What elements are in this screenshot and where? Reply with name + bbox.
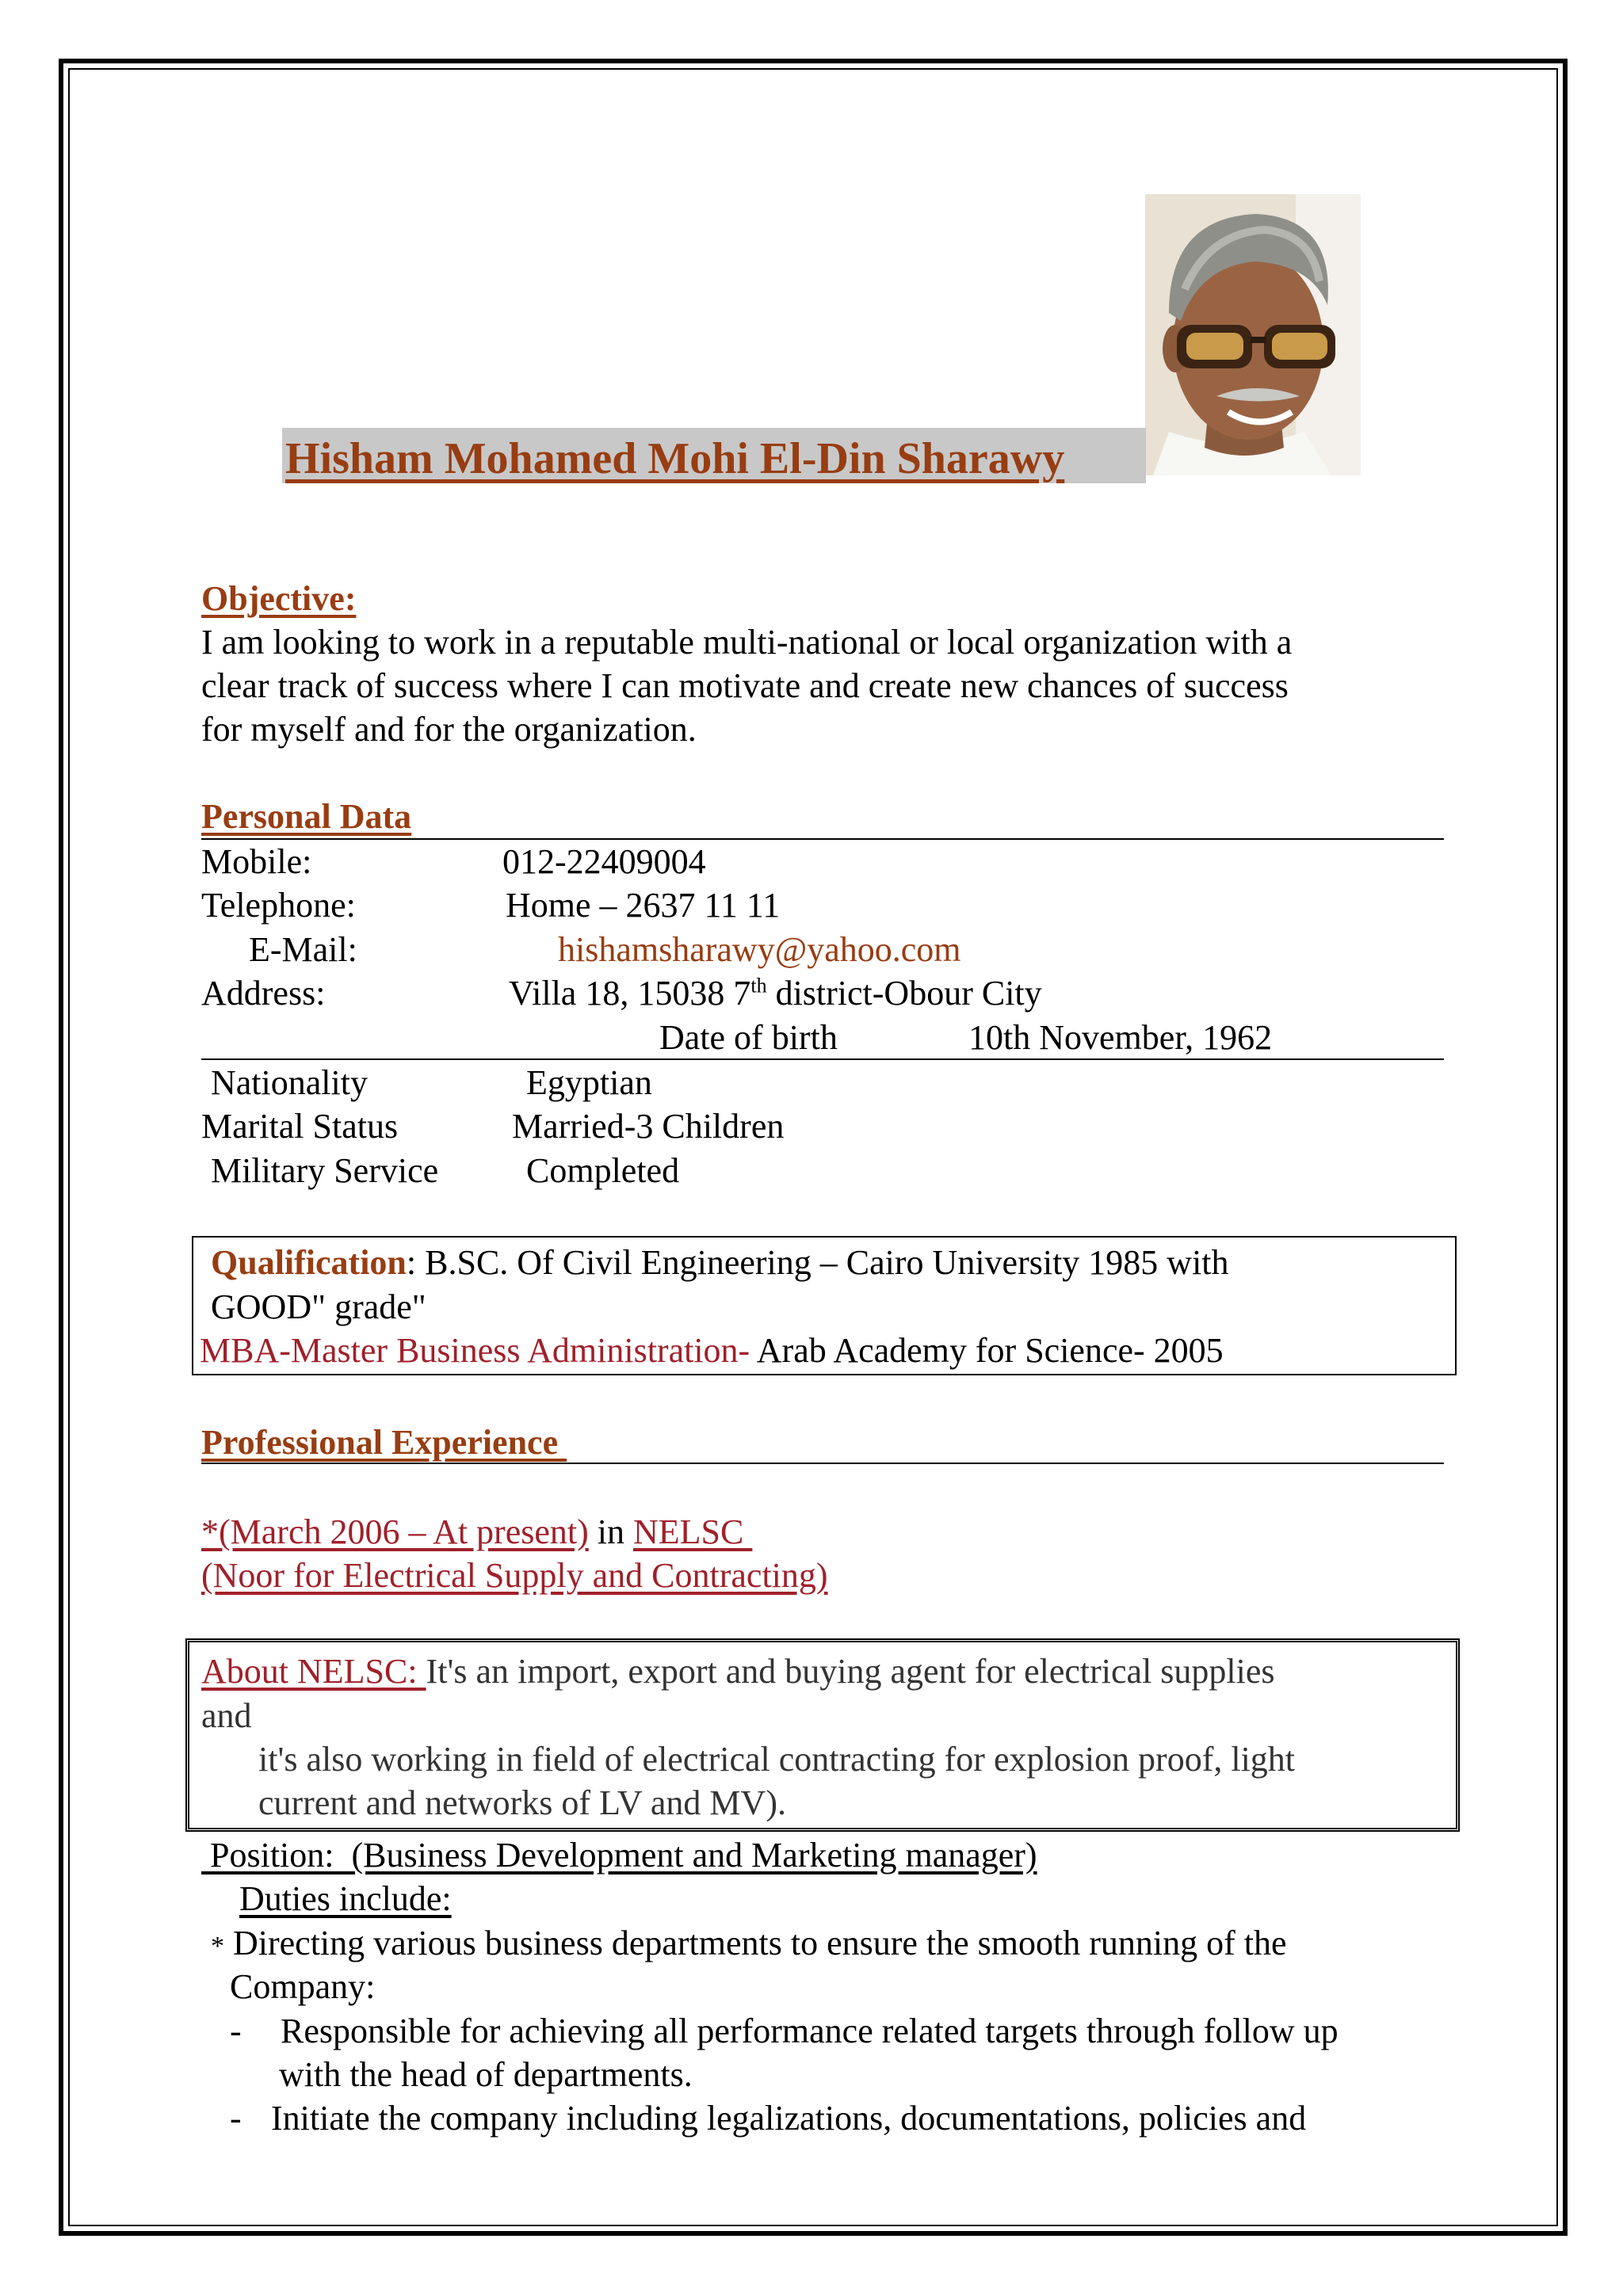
telephone-value: Home – 2637 11 11 — [506, 886, 781, 925]
about-line-1 — [201, 1650, 1275, 1694]
experience-period-line — [201, 1510, 752, 1554]
marital-value: Married-3 Children — [512, 1107, 785, 1146]
experience-company-full: (Noor for Electrical Supply and Contracting) — [201, 1556, 828, 1595]
military-value: Completed — [526, 1151, 680, 1190]
about-label: About NELSC: — [201, 1652, 426, 1691]
dob-value: 10th November, 1962 — [968, 1018, 1273, 1057]
telephone-label: Telephone: — [201, 886, 356, 925]
address-text-pre: Villa 18, 15038 7 — [509, 974, 751, 1013]
qualification-line-3 — [200, 1329, 1224, 1373]
qualification-line-2: GOOD" grade" — [211, 1287, 426, 1326]
experience-period: *(March 2006 – At present) — [201, 1512, 589, 1551]
objective-line-3: for myself and for the organization. — [201, 710, 697, 749]
objective-title: Objective: — [201, 579, 357, 618]
qualification-line-1 — [211, 1241, 1229, 1285]
objective-line-1: I am looking to work in a reputable multi-national or local organization with a — [201, 623, 1293, 662]
qualification-degree: : B.SC. Of Civil Engineering – Cairo University 1985 with — [406, 1243, 1229, 1282]
candidate-name: Hisham Mohamed Mohi El-Din Sharawy — [285, 434, 1065, 483]
about-line-4: current and networks of LV and MV). — [258, 1783, 786, 1822]
marital-label: Marital Status — [201, 1107, 399, 1146]
nationality-value: Egyptian — [526, 1063, 652, 1102]
experience-title: Professional Experience — [201, 1423, 567, 1462]
portrait-illustration — [1145, 194, 1361, 475]
objective-line-2: clear track of success where I can motivate and create new chances of success — [201, 666, 1289, 705]
experience-company: NELSC — [633, 1512, 753, 1551]
address-value — [509, 971, 1042, 1016]
mobile-label: Mobile: — [201, 842, 312, 881]
nationality-label: Nationality — [211, 1063, 368, 1102]
duties-title: Duties include: — [239, 1879, 452, 1918]
duty-1-line-1: Responsible for achieving all performance related targets through follow up — [281, 2012, 1338, 2050]
duty-main-line-1 — [211, 1921, 1287, 1969]
personal-data-rule — [201, 838, 1444, 840]
personal-data-rule-2 — [201, 1058, 1444, 1060]
address-superscript: th — [750, 974, 767, 997]
mba-institution: Arab Academy for Science- 2005 — [750, 1331, 1224, 1370]
duty-main-text: Directing various business departments to ensure the smooth running of the — [224, 1924, 1287, 1962]
mobile-value: 012-22409004 — [502, 842, 706, 881]
about-line-2: and — [201, 1696, 252, 1735]
address-text-post: district-Obour City — [766, 974, 1042, 1013]
military-label: Military Service — [211, 1151, 439, 1190]
experience-in: in — [588, 1512, 634, 1551]
dob-label: Date of birth — [659, 1018, 838, 1057]
about-line-3: it's also working in field of electrical contracting for explosion proof, light — [258, 1740, 1296, 1779]
address-label: Address: — [201, 974, 326, 1013]
duty-2-dash: - — [230, 2099, 242, 2138]
duty-1-dash: - — [230, 2012, 242, 2050]
mba-label: MBA-Master Business Administration- — [200, 1331, 750, 1370]
qualification-label: Qualification — [211, 1243, 407, 1282]
personal-data-title: Personal Data — [201, 797, 412, 836]
email-link[interactable]: hishamsharawy@yahoo.com — [558, 930, 961, 969]
profile-photo — [1145, 194, 1361, 475]
position-title: Position: (Business Development and Marketing manager) — [201, 1836, 1037, 1875]
duty-main-bullet: * — [211, 1932, 224, 1961]
about-text-1: It's an import, export and buying agent for electrical supplies — [426, 1652, 1275, 1691]
duty-1-line-2: with the head of departments. — [279, 2055, 693, 2094]
duty-2-line-1: Initiate the company including legalizations, documentations, policies and — [271, 2099, 1307, 2138]
experience-rule — [201, 1463, 1444, 1464]
duty-main-line-2: Company: — [230, 1967, 376, 2006]
email-label: E-Mail: — [249, 930, 357, 969]
